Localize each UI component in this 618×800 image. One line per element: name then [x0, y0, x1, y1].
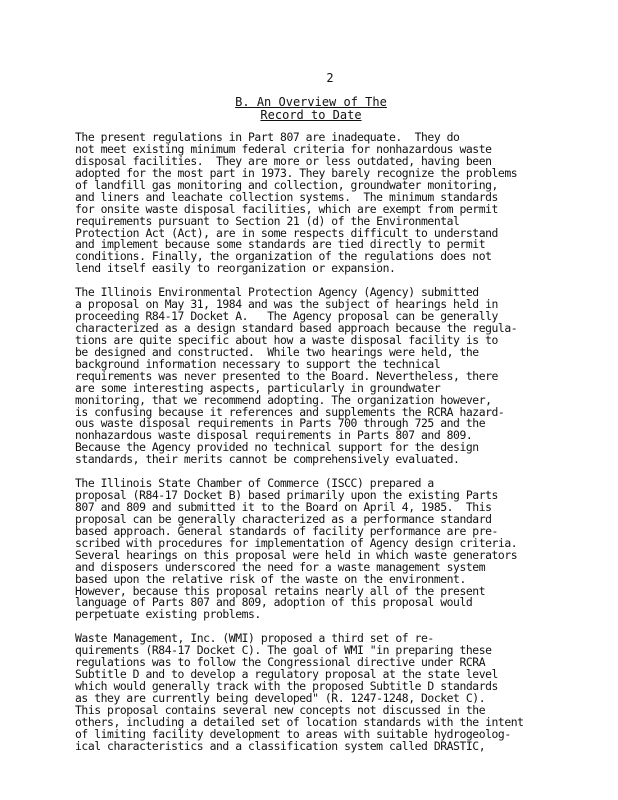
text-line: of landfill gas monitoring and collection, groundwater monitoring, — [75, 177, 498, 192]
text-line: ical characteristics and a classification system called DRASTIC, — [75, 738, 486, 753]
text-line: as they are currently being developed" (R. 1247-1248, Docket C). — [75, 690, 486, 705]
text-line: Because the Agency provided no technical support for the design — [75, 440, 479, 455]
section-heading — [0, 96, 618, 122]
section-heading-line-1: B. An Overview of The — [235, 95, 387, 109]
text-line: adopted for the most part in 1973. They barely recognize the problems — [75, 165, 518, 180]
text-line: proposal (R84-17 Docket B) based primarily upon the existing Parts — [75, 488, 498, 503]
text-line: Subtitle D and to develop a regulatory proposal at the state level — [75, 667, 498, 682]
text-line: and implement because some standards are tied directly to permit — [75, 237, 486, 252]
text-line: Protection Act (Act), are in some respects difficult to understand — [75, 225, 498, 240]
paragraph-wmi-proposal — [75, 633, 565, 752]
page-number: 2 — [326, 71, 334, 85]
text-line: background information necessary to support the technical — [75, 356, 441, 371]
text-line: monitoring, that we recommend adopting. The organization however, — [75, 392, 492, 407]
text-line: and liners and leachate collection systems. The minimum standards — [75, 189, 498, 204]
text-line: ous waste disposal requirements in Parts 700 through 725 and the — [75, 416, 486, 431]
text-line: language of Parts 807 and 809, adoption of this proposal would — [75, 595, 473, 610]
text-line: not meet existing minimum federal criteria for nonhazardous waste — [75, 141, 492, 156]
text-line: for onsite waste disposal facilities, which are exempt from permit — [75, 201, 498, 216]
text-line: perpetuate existing problems. — [75, 607, 261, 622]
text-line: 807 and 809 and submitted it to the Board on April 4, 1985. This — [75, 499, 492, 514]
text-line: conditions. Finally, the organization of the regulations does not — [75, 249, 492, 264]
text-line: of limiting facility development to areas with suitable hydrogeolog- — [75, 726, 511, 741]
text-line: regulations was to follow the Congressional directive under RCRA — [75, 655, 486, 670]
text-line: Several hearings on this proposal were held in which waste generators — [75, 547, 518, 562]
text-line: standards, their merits cannot be comprehensively evaluated. — [75, 452, 460, 467]
text-line: However, because this proposal retains nearly all of the present — [75, 583, 486, 598]
text-line: characterized as a design standard based approach because the regula- — [75, 320, 518, 335]
text-line: and disposers underscored the need for a waste management system — [75, 559, 486, 574]
text-line: The Illinois State Chamber of Commerce (ISCC) prepared a — [75, 476, 434, 491]
paragraph-agency-proposal — [75, 287, 565, 466]
text-line: scribed with procedures for implementation of Agency design criteria. — [75, 535, 518, 550]
paragraph-iscc-proposal — [75, 478, 565, 621]
text-line: others, including a detailed set of location standards with the intent — [75, 714, 524, 729]
body-text — [75, 132, 565, 765]
text-line: Waste Management, Inc. (WMI) proposed a third set of re- — [75, 631, 434, 646]
text-line: is confusing because it references and supplements the RCRA hazard- — [75, 404, 505, 419]
text-line: based approach. General standards of facility performance are pre- — [75, 523, 498, 538]
text-line: quirements (R84-17 Docket C). The goal of WMI "in preparing these — [75, 643, 492, 658]
text-line: tions are quite specific about how a waste disposal facility is to — [75, 332, 498, 347]
text-line: nonhazardous waste disposal requirements in Parts 807 and 809. — [75, 428, 473, 443]
text-line: be designed and constructed. While two hearings were held, the — [75, 344, 479, 359]
text-line: requirements pursuant to Section 21 (d) of the Environmental — [75, 213, 460, 228]
section-heading-line-2: Record to Date — [260, 108, 362, 122]
text-line: requirements was never presented to the Board. Nevertheless, there — [75, 368, 498, 383]
paragraph-present-regulations — [75, 132, 565, 275]
text-line: a proposal on May 31, 1984 and was the subject of hearings held in — [75, 297, 498, 312]
text-line: proposal can be generally characterized as a performance standard — [75, 511, 492, 526]
text-line: The present regulations in Part 807 are inadequate. They do — [75, 130, 460, 144]
text-line: are some interesting aspects, particularly in groundwater — [75, 380, 441, 395]
text-line: which would generally track with the proposed Subtitle D standards — [75, 678, 498, 693]
text-line: This proposal contains several new concepts not discussed in the — [75, 702, 486, 717]
text-line: disposal facilities. They are more or less outdated, having been — [75, 153, 492, 168]
text-line: based upon the relative risk of the waste on the environment. — [75, 571, 466, 586]
text-line: lend itself easily to reorganization or expansion. — [75, 261, 396, 276]
text-line: proceeding R84-17 Docket A. The Agency proposal can be generally — [75, 309, 498, 324]
text-line: The Illinois Environmental Protection Agency (Agency) submitted — [75, 285, 479, 300]
